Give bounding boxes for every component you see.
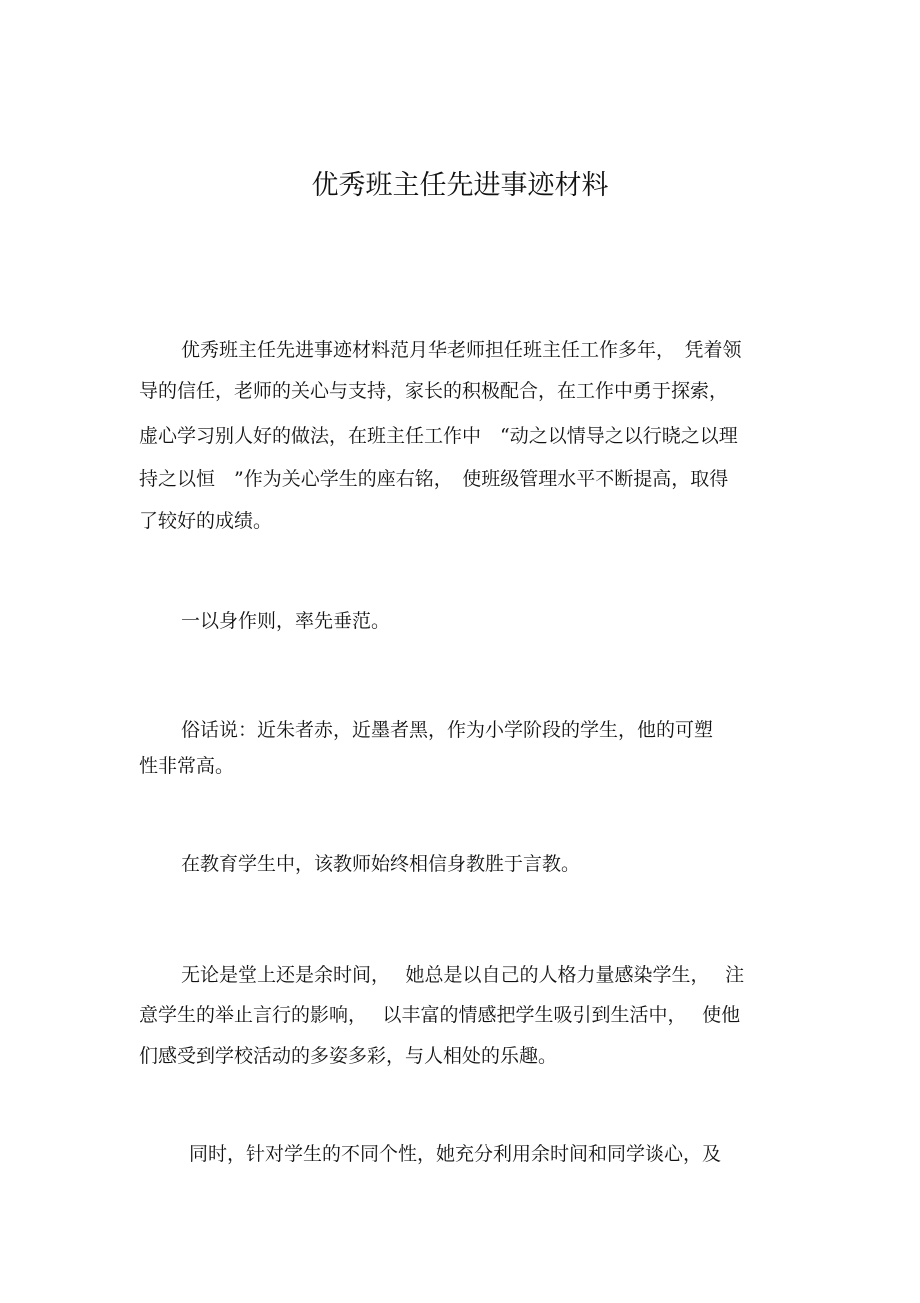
paragraph-line: 意学生的举止言行的影响， 以丰富的情感把学生吸引到生活中， 使他	[139, 1004, 741, 1026]
paragraph-line: 导的信任，老师的关心与支持，家长的积极配合，在工作中勇于探索，	[139, 380, 729, 402]
paragraph-line: 了较好的成绩。	[139, 510, 273, 532]
paragraph-line: 持之以恒 ”作为关心学生的座右铭， 使班级管理水平不断提高，取得	[139, 468, 729, 490]
section-heading: 一以身作则，率先垂范。	[181, 610, 391, 632]
paragraph-individual: 同时，针对学生的不同个性，她充分利用余时间和同学谈心，及	[189, 1143, 722, 1165]
paragraph-line: 俗话说：近朱者赤，近墨者黑，作为小学阶段的学生，他的可塑	[181, 719, 714, 741]
document-title: 优秀班主任先进事迹材料	[311, 170, 609, 201]
paragraph-line: 优秀班主任先进事迹材料范月华老师担任班主任工作多年， 凭着领	[181, 339, 742, 361]
paragraph-line: 性非常高。	[139, 755, 235, 777]
paragraph-teaching: 在教育学生中，该教师始终相信身教胜于言教。	[181, 853, 581, 875]
paragraph-line: 虚心学习别人好的做法，在班主任工作中 “动之以情导之以行晓之以理	[139, 425, 738, 447]
paragraph-line: 们感受到学校活动的多姿多彩，与人相处的乐趣。	[139, 1045, 558, 1067]
paragraph-line: 无论是堂上还是余时间， 她总是以自己的人格力量感染学生， 注	[181, 964, 745, 986]
